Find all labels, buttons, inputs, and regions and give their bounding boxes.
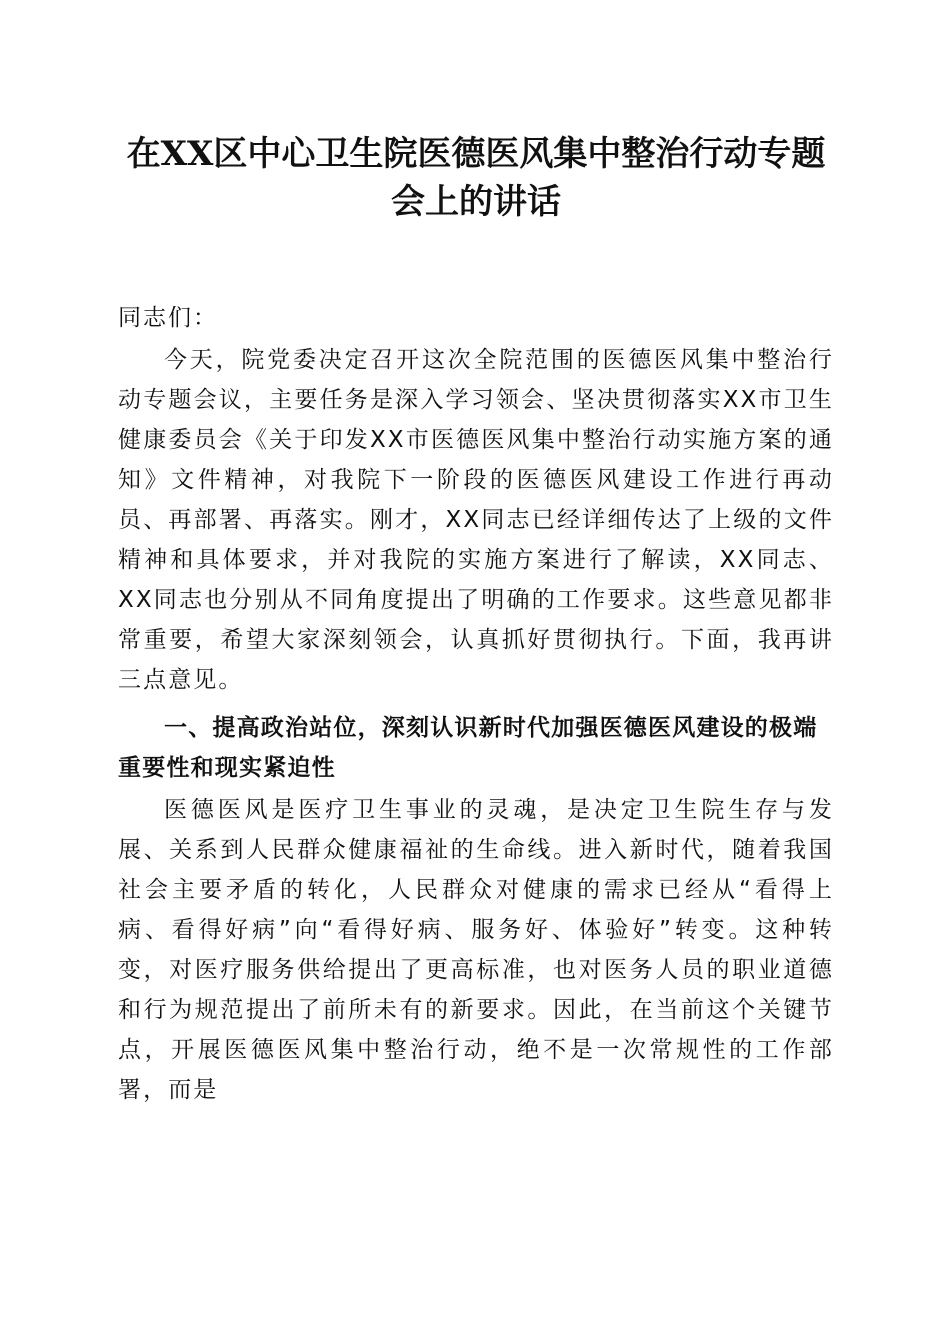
section-heading-1: 一、提高政治站位，深刻认识新时代加强医德医风建设的极端重要性和现实紧迫性 (118, 715, 818, 781)
document-body (118, 130, 834, 1110)
section-1-paragraph: 医德医风是医疗卫生事业的灵魂，是决定卫生院生存与发展、关系到人民群众健康福祉的生命线。进入新时代，随着我国社会主要矛盾的转化，人民群众对健康的需求已经从“看得上病、看得好病”向“看得好病、服务好、体验好”转变。这种转变，对医疗服务供给提出了更高标准，也对医务人员的职业道德和行为规范提出了前所未有的新要求。因此，在当前这个关键节点，开展医德医风集中整治行动，绝不是一次常规性的工作部署，而是 (118, 797, 834, 1103)
document-title: 在XX区中心卫生院医德医风集中整治行动专题会上的讲话 (126, 134, 826, 222)
salutation: 同志们： (118, 305, 218, 331)
opening-paragraph: 今天，院党委决定召开这次全院范围的医德医风集中整治行动专题会议，主要任务是深入学习领会、坚决贯彻落实XX市卫生健康委员会《关于印发XX市医德医风集中整治行动实施方案的通知》文件精神，对我院下一阶段的医德医风建设工作进行再动员、再部署、再落实。刚才，XX同志已经详细传达了上级的文件精神和具体要求，并对我院的实施方案进行了解读，XX同志、XX同志也分别从不同角度提出了明确的工作要求。这些意见都非常重要，希望大家深刻领会，认真抓好贯彻执行。下面，我再讲三点意见。 (118, 347, 834, 693)
